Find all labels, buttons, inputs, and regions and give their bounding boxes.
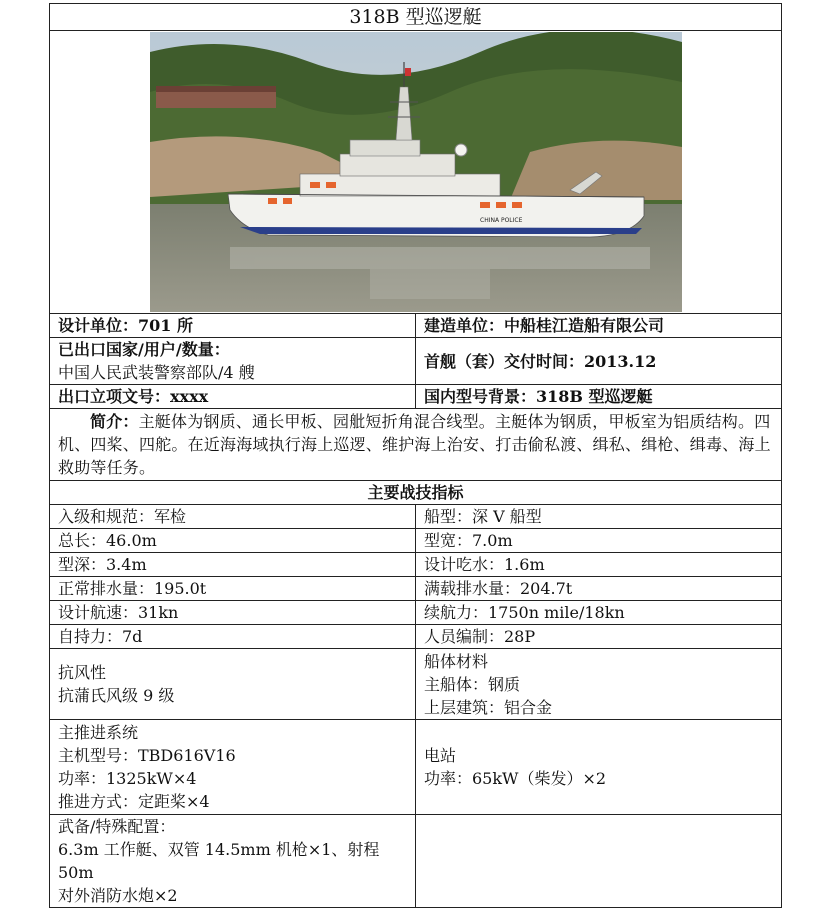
hull-marking: CHINA POLICE [479,217,522,224]
spec-cell: 自持力：7d [50,625,416,649]
prop-mode: 推进方式：定距桨×4 [58,792,210,811]
project-no-cell [50,385,416,409]
spec-cell: 设计吃水：1.6m [416,553,782,577]
designer-cell [50,314,416,338]
export-value: 中国人民武装警察部队/4 艘 [58,363,255,382]
weapons-cell [50,815,416,908]
ship-photo-cell [50,31,782,314]
weapons-title: 武备/特殊配置： [58,817,176,836]
spec-cell: 正常排水量：195.0t [50,577,416,601]
weapons-line-1: 6.3m 工作艇、双管 14.5mm 机枪×1、射程 50m [58,840,380,882]
prop-engine: 主机型号：TBD616V16 [58,746,236,765]
spec-cell: 设计航速：31kn [50,601,416,625]
wind-value: 抗蒲氏风级 9 级 [58,686,175,705]
hull-upper: 上层建筑：铝合金 [424,697,553,717]
spec-cell: 型宽：7.0m [416,529,782,553]
delivery-cell [416,338,782,385]
page-title: 318B 型巡逻艇 [50,4,782,31]
hull-material-cell [416,649,782,720]
builder-cell [416,314,782,338]
spec-cell: 船型：深 V 船型 [416,505,782,529]
export-cell [50,338,416,385]
intro-cell [50,409,782,481]
empty-cell [416,815,782,908]
builder-text: 建造单位：中船桂江造船有限公司 [424,316,665,335]
designer-text: 设计单位：701 所 [58,316,193,335]
propulsion-cell [50,720,416,815]
project-no-text: 出口立项文号：xxxx [58,387,209,406]
wind-title: 抗风性 [58,663,107,682]
weapons-line-2: 对外消防水炮×2 [58,886,178,905]
station-title: 电站 [424,746,457,765]
spec-cell: 满载排水量：204.7t [416,577,782,601]
domestic-cell [416,385,782,409]
prop-title: 主推进系统 [58,723,139,742]
specs-heading: 主要战技指标 [50,481,782,505]
spec-cell: 续航力：1750n mile/18kn [416,601,782,625]
spec-cell: 型深：3.4m [50,553,416,577]
delivery-text: 首舰（套）交付时间：2013.12 [424,351,657,371]
power-station-cell [416,720,782,815]
hull-main: 主船体：钢质 [424,674,521,694]
export-label: 已出口国家/用户/数量： [58,340,230,359]
wind-cell [50,649,416,720]
domestic-text: 国内型号背景：318B 型巡逻艇 [424,387,653,406]
intro-text: 主艇体为钢质、通长甲板、园舭短折角混合线型。主艇体为钢质，甲板室为铝质结构。四机、四桨、四舵。在近海海域执行海上巡逻、维护海上治安、打击偷私渡、缉私、缉枪、缉毒、海上救助等任务。 [58,412,771,477]
spec-table [49,3,782,908]
hull-title: 船体材料 [424,651,489,671]
spec-sheet [49,3,781,908]
spec-cell: 入级和规范：军检 [50,505,416,529]
prop-power: 功率：1325kW×4 [58,769,197,788]
intro-label: 简介： [90,412,139,431]
spec-cell: 总长：46.0m [50,529,416,553]
spec-cell: 人员编制：28P [416,625,782,649]
station-power: 功率：65kW（柴发）×2 [424,769,607,788]
ship-photo [150,32,682,312]
